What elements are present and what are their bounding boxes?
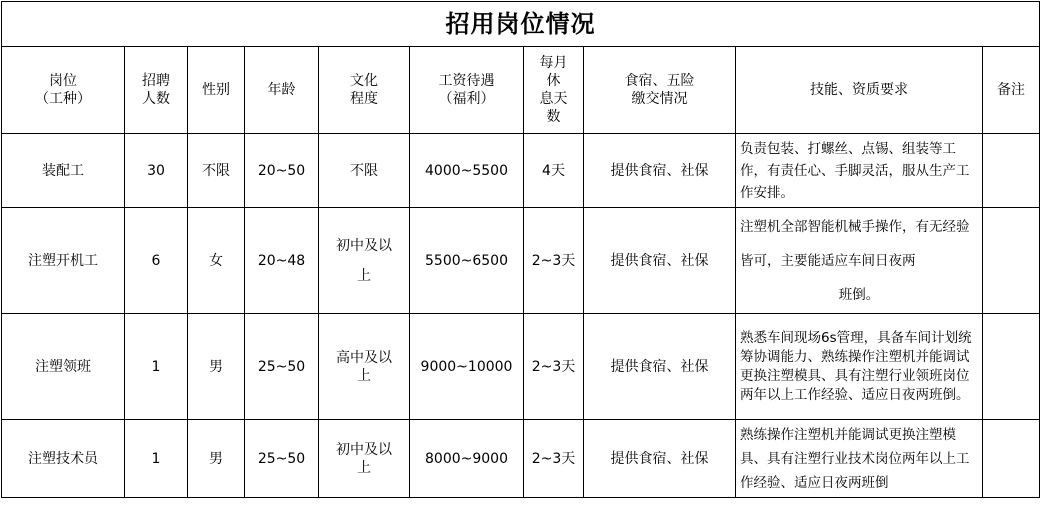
cell-education: 初中及以 上 (319, 420, 410, 498)
cell-age: 25~50 (245, 314, 319, 420)
cell-gender: 不限 (188, 134, 245, 208)
cell-remarks (983, 420, 1040, 498)
cell-count: 30 (125, 134, 188, 208)
cell-benefits: 提供食宿、社保 (584, 420, 736, 498)
cell-rest-days: 4天 (524, 134, 584, 208)
cell-education: 高中及以 上 (319, 314, 410, 420)
cell-count: 6 (125, 208, 188, 314)
cell-benefits: 提供食宿、社保 (584, 208, 736, 314)
cell-salary: 9000~10000 (410, 314, 524, 420)
cell-position: 注塑领班 (2, 314, 125, 420)
cell-benefits: 提供食宿、社保 (584, 134, 736, 208)
cell-rest-days: 2~3天 (524, 420, 584, 498)
cell-salary: 8000~9000 (410, 420, 524, 498)
cell-age: 25~50 (245, 420, 319, 498)
cell-remarks (983, 208, 1040, 314)
requirements-text: 注塑机全部智能机械手操作，有无经验皆可，主要能适应车间日夜两 (740, 218, 970, 269)
header-requirements: 技能、资质要求 (736, 47, 983, 134)
header-row (2, 47, 1040, 134)
page-title: 招用岗位情况 (2, 2, 1040, 47)
cell-count: 1 (125, 420, 188, 498)
cell-gender: 女 (188, 208, 245, 314)
cell-gender: 男 (188, 314, 245, 420)
table-row (2, 208, 1040, 314)
cell-age: 20~50 (245, 134, 319, 208)
cell-education: 初中及以 上 (319, 208, 410, 314)
cell-gender: 男 (188, 420, 245, 498)
header-age: 年龄 (245, 47, 319, 134)
cell-position: 注塑技术员 (2, 420, 125, 498)
table-row (2, 134, 1040, 208)
cell-remarks (983, 314, 1040, 420)
cell-requirements: 熟悉车间现场6s管理，具备车间计划统筹协调能力、熟练操作注塑机并能调试更换注塑模具、具有注塑行业领班岗位两年以上工作经验、适应日夜两班倒。 (736, 314, 983, 420)
cell-requirements: 熟练操作注塑机并能调试更换注塑模具、具有注塑行业技术岗位两年以上工作经验、适应日夜两班倒 (736, 420, 983, 498)
cell-position: 装配工 (2, 134, 125, 208)
cell-requirements (736, 208, 983, 314)
header-gender: 性别 (188, 47, 245, 134)
cell-benefits: 提供食宿、社保 (584, 314, 736, 420)
header-salary: 工资待遇 （福利） (410, 47, 524, 134)
requirements-text-end: 班倒。 (838, 286, 880, 303)
recruitment-table (1, 1, 1040, 498)
cell-requirements: 负责包装、打螺丝、点锡、组装等工作，有责任心、手脚灵活，服从生产工作安排。 (736, 134, 983, 208)
cell-remarks (983, 134, 1040, 208)
cell-education: 不限 (319, 134, 410, 208)
header-count: 招聘 人数 (125, 47, 188, 134)
table-row (2, 314, 1040, 420)
cell-position: 注塑开机工 (2, 208, 125, 314)
cell-count: 1 (125, 314, 188, 420)
table-row (2, 420, 1040, 498)
cell-age: 20~48 (245, 208, 319, 314)
header-remarks: 备注 (983, 47, 1040, 134)
cell-rest-days: 2~3天 (524, 314, 584, 420)
header-benefits: 食宿、五险 缴交情况 (584, 47, 736, 134)
header-education: 文化 程度 (319, 47, 410, 134)
cell-salary: 4000~5500 (410, 134, 524, 208)
cell-salary: 5500~6500 (410, 208, 524, 314)
cell-rest-days: 2~3天 (524, 208, 584, 314)
header-position: 岗位 （工种） (2, 47, 125, 134)
header-rest-days: 每月 休 息天 数 (524, 47, 584, 134)
